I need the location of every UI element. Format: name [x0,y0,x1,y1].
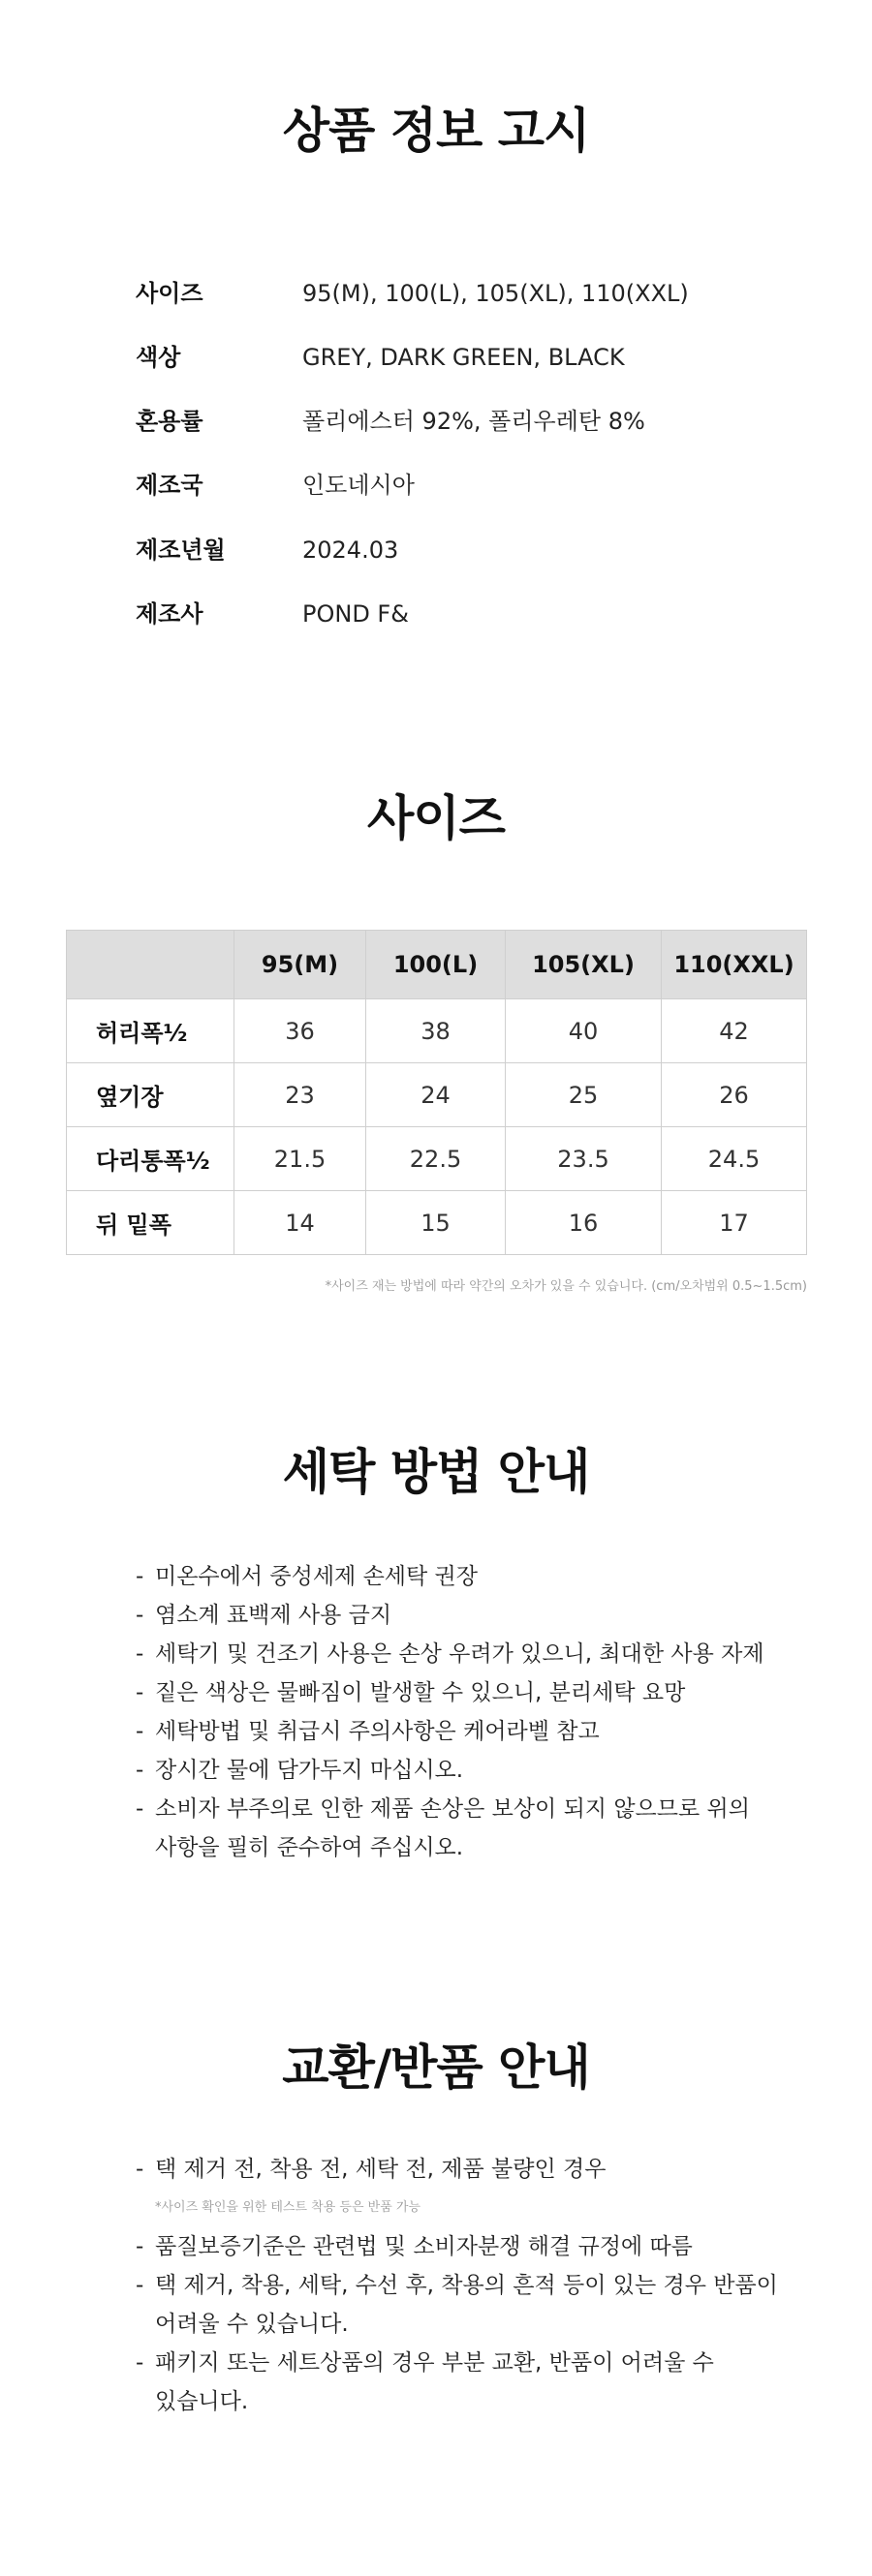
list-item [136,2150,778,2189]
size-table [66,930,807,1255]
table-row [67,1127,807,1191]
size-table-row-label: 다리통폭½ [67,1127,234,1191]
size-table-cell: 14 [234,1191,366,1255]
list-item [136,1596,764,1635]
exchange-title: 교환/반품 안내 [282,2039,590,2096]
list-dash: - [136,1564,144,1589]
list-item-text: 염소계 표백제 사용 금지 [155,1603,392,1628]
list-dash: - [136,1796,144,1822]
list-item-text: 미온수에서 중성세제 손세탁 권장 [155,1564,478,1589]
washing-title: 세탁 방법 안내 [282,1444,590,1500]
info-value: 폴리에스터 92%, 폴리우레탄 8% [302,408,645,435]
size-table-cell: 22.5 [366,1127,506,1191]
size-table-cell: 24 [366,1063,506,1127]
list-item [136,1790,764,1828]
size-table-cell: 17 [662,1191,807,1255]
list-item-text: 소비자 부주의로 인한 제품 손상은 보상이 되지 않으므로 위의 [155,1796,750,1822]
size-table-cell: 23 [234,1063,366,1127]
list-item-text: 장시간 물에 담가두지 마십시오. [155,1758,464,1783]
size-table-cell: 15 [366,1191,506,1255]
size-title: 사이즈 [367,790,505,846]
list-item [136,2344,778,2382]
size-table-cell: 36 [234,999,366,1063]
list-item-text: 택 제거, 착용, 세탁, 수선 후, 착용의 흔적 등이 있는 경우 반품이 [155,2273,778,2298]
size-table-column-header: 95(M) [234,931,366,999]
size-note: *사이즈 재는 방법에 따라 약간의 오차가 있을 수 있습니다. (cm/오차범위 0.5~1.5cm) [325,1279,807,1294]
info-label: 제조국 [136,472,203,499]
size-table-cell: 25 [506,1063,662,1127]
info-label: 혼용률 [136,408,203,435]
info-label: 사이즈 [136,280,203,307]
list-item [136,1557,764,1596]
list-dash: - [136,1603,144,1628]
list-item-text: 품질보증기준은 관련법 및 소비자분쟁 해결 규정에 따름 [155,2234,693,2259]
table-row [67,1063,807,1127]
table-row [67,999,807,1063]
list-item [136,2266,778,2305]
size-table-header-row [67,931,807,999]
list-dash: - [136,2350,144,2376]
size-table-row-label: 옆기장 [67,1063,234,1127]
list-dash: - [136,2157,144,2182]
list-item-text: 어려울 수 있습니다. [155,2312,349,2337]
list-item-text: 택 제거 전, 착용 전, 세탁 전, 제품 불량인 경우 [155,2157,607,2182]
list-item-text: 있습니다. [155,2389,249,2414]
size-table-cell: 38 [366,999,506,1063]
table-row [67,1191,807,1255]
list-item [136,1673,764,1712]
list-item [136,2227,778,2266]
exchange-list [136,2150,778,2421]
info-label: 색상 [136,344,181,371]
size-table-column-header: 105(XL) [506,931,662,999]
exchange-subnote: *사이즈 확인을 위한 테스트 착용 등은 반품 가능 [155,2200,421,2215]
info-value: 2024.03 [302,537,399,564]
info-label: 제조년월 [136,537,226,564]
list-item [136,1712,764,1751]
list-dash: - [136,1641,144,1667]
list-dash: - [136,1680,144,1705]
list-item [136,1635,764,1673]
list-item-text: 패키지 또는 세트상품의 경우 부분 교환, 반품이 어려울 수 [155,2350,714,2376]
list-dash: - [136,1719,144,1744]
size-table-cell: 26 [662,1063,807,1127]
size-table-cell: 24.5 [662,1127,807,1191]
size-table-cell: 42 [662,999,807,1063]
info-label: 제조사 [136,600,203,628]
list-item-text: 세탁기 및 건조기 사용은 손상 우려가 있으니, 최대한 사용 자제 [155,1641,764,1667]
list-item-continuation [136,1828,764,1867]
info-value: 인도네시아 [302,472,415,499]
list-item [136,1751,764,1790]
size-table-column-header: 110(XXL) [662,931,807,999]
size-table-column-header: 100(L) [366,931,506,999]
washing-list [136,1557,764,1867]
list-item-text: 짙은 색상은 물빠짐이 발생할 수 있으니, 분리세탁 요망 [155,1680,686,1705]
list-item-continuation [136,2305,778,2344]
info-value: GREY, DARK GREEN, BLACK [302,344,625,371]
list-dash: - [136,1758,144,1783]
product-info-title: 상품 정보 고시 [282,103,590,159]
size-table-cell: 16 [506,1191,662,1255]
size-table-corner-cell [67,931,234,999]
list-item-continuation [136,2382,778,2421]
list-dash: - [136,2273,144,2298]
list-dash: - [136,2234,144,2259]
list-item-text: 사항을 필히 준수하여 주십시오. [155,1835,464,1860]
info-value: 95(M), 100(L), 105(XL), 110(XXL) [302,280,689,307]
list-item-text: 세탁방법 및 취급시 주의사항은 케어라벨 참고 [155,1719,600,1744]
size-table-row-label: 뒤 밑폭 [67,1191,234,1255]
size-table-cell: 21.5 [234,1127,366,1191]
size-table-cell: 40 [506,999,662,1063]
size-table-row-label: 허리폭½ [67,999,234,1063]
size-table-cell: 23.5 [506,1127,662,1191]
info-value: POND F& [302,600,409,628]
